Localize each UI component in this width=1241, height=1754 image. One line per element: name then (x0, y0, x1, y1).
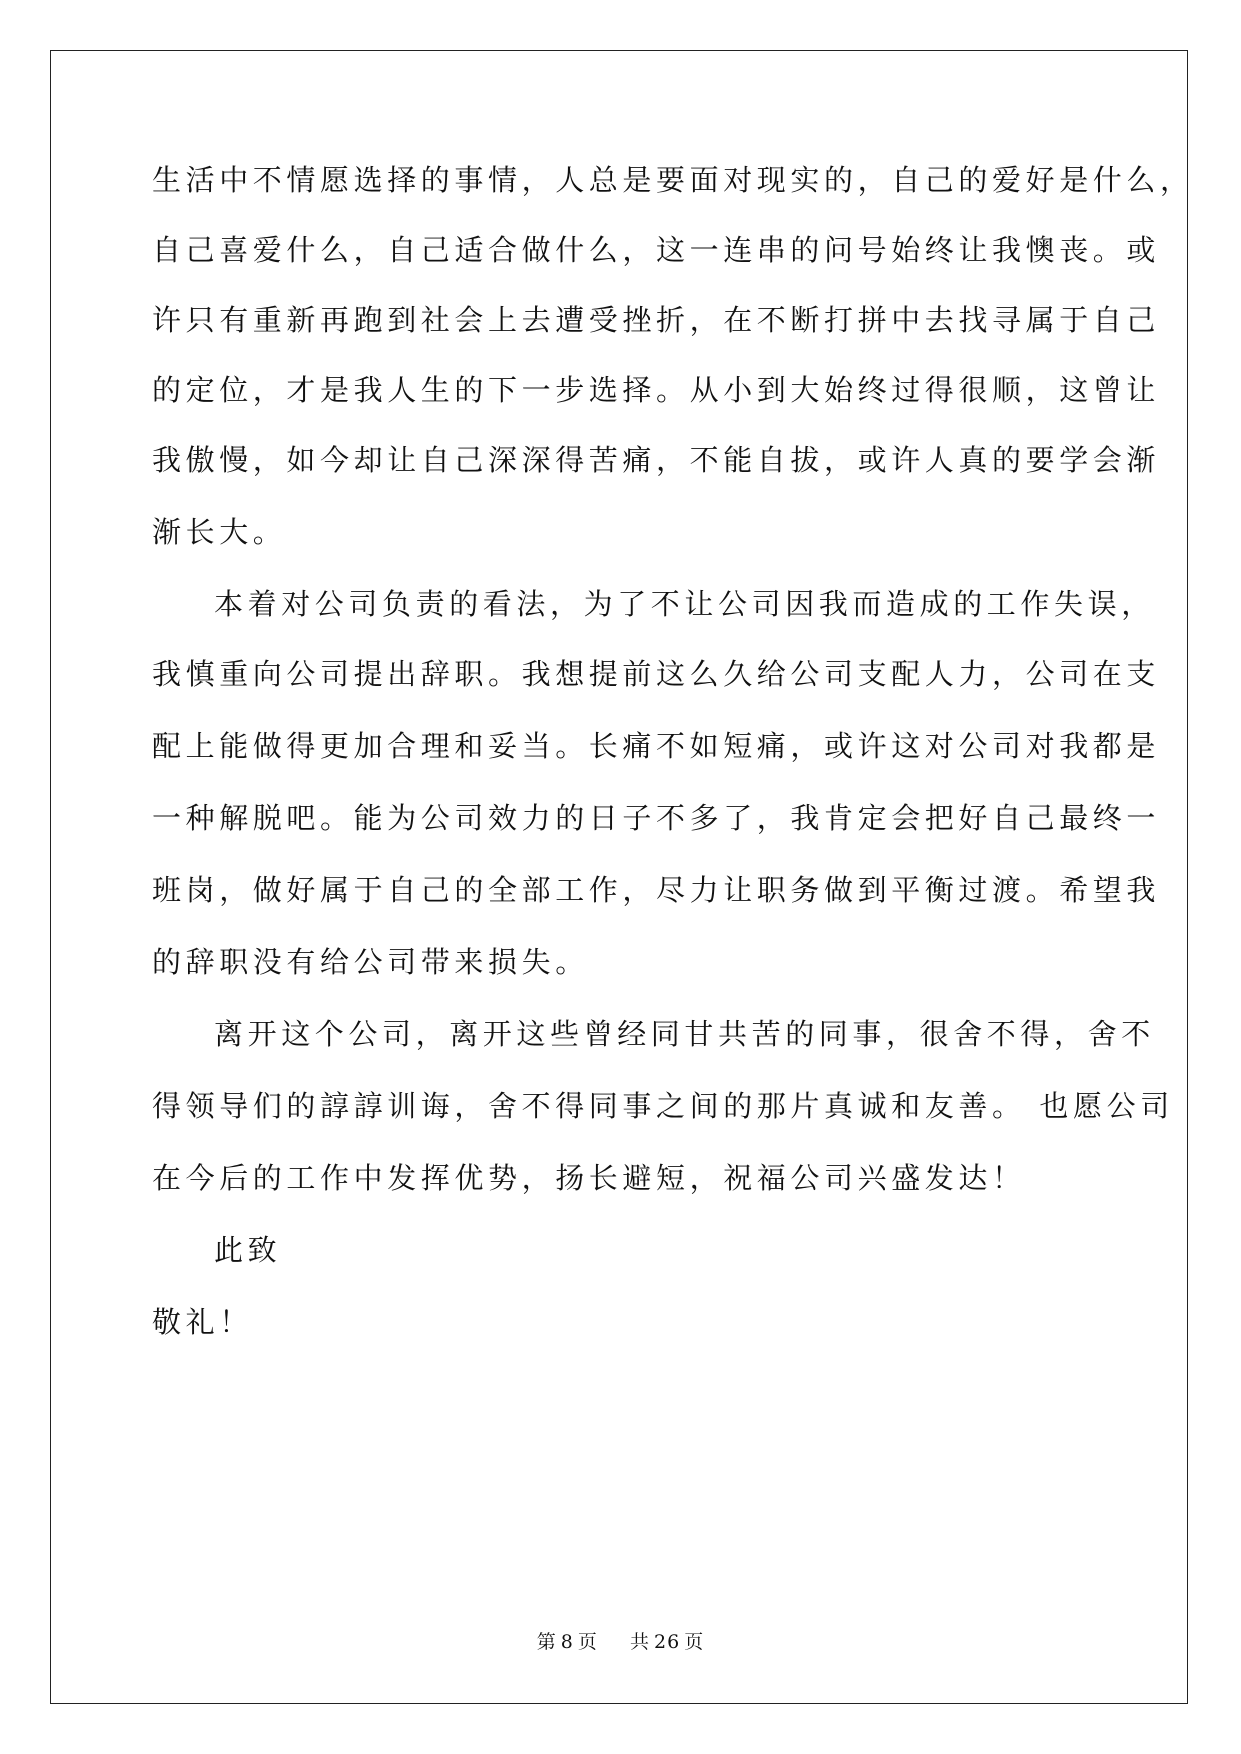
total-label: 共 (630, 1631, 651, 1653)
total-pages: 26 (654, 1631, 681, 1653)
text-line: 一种解脱吧。能为公司效力的日子不多了，我肯定会把好自己最终一 (152, 801, 1161, 835)
total-unit: 页 (684, 1631, 705, 1653)
page-unit: 页 (577, 1631, 598, 1653)
page-label: 第 (536, 1631, 557, 1653)
text-line: 班岗，做好属于自己的全部工作，尽力让职务做到平衡过渡。希望我 (152, 873, 1161, 907)
paragraph-start-line: 本着对公司负责的看法，为了不让公司因我而造成的工作失误， (214, 587, 1155, 621)
text-line: 自己喜爱什么，自己适合做什么，这一连串的问号始终让我懊丧。或 (152, 233, 1161, 267)
page-footer (0, 1630, 1241, 1654)
paragraph-start-line: 离开这个公司，离开这些曾经同甘共苦的同事，很舍不得，舍不 (214, 1017, 1155, 1051)
text-line: 渐长大。 (152, 515, 287, 549)
closing-regards: 敬礼！ (152, 1305, 253, 1339)
page-number: 8 (560, 1631, 574, 1653)
text-line: 得领导们的諄諄训诲，舍不得同事之间的那片真诚和友善。 也愿公司 (152, 1089, 1174, 1123)
text-line: 配上能做得更加合理和妥当。长痛不如短痛，或许这对公司对我都是 (152, 729, 1161, 763)
text-line: 许只有重新再跑到社会上去遭受挫折，在不断打拼中去找寻属于自己 (152, 303, 1161, 337)
text-line: 在今后的工作中发挥优势，扬长避短，祝福公司兴盛发达！ (152, 1161, 1026, 1195)
text-line: 生活中不情愿选择的事情，人总是要面对现实的，自己的爱好是什么， (152, 163, 1194, 197)
text-line: 的定位，才是我人生的下一步选择。从小到大始终过得很顺，这曾让 (152, 373, 1161, 407)
closing-salutation: 此致 (214, 1233, 282, 1267)
text-line: 我傲慢，如今却让自己深深得苦痛，不能自拔，或许人真的要学会渐 (152, 443, 1161, 477)
text-line: 我慎重向公司提出辞职。我想提前这么久给公司支配人力，公司在支 (152, 657, 1161, 691)
text-line: 的辞职没有给公司带来损失。 (152, 945, 589, 979)
